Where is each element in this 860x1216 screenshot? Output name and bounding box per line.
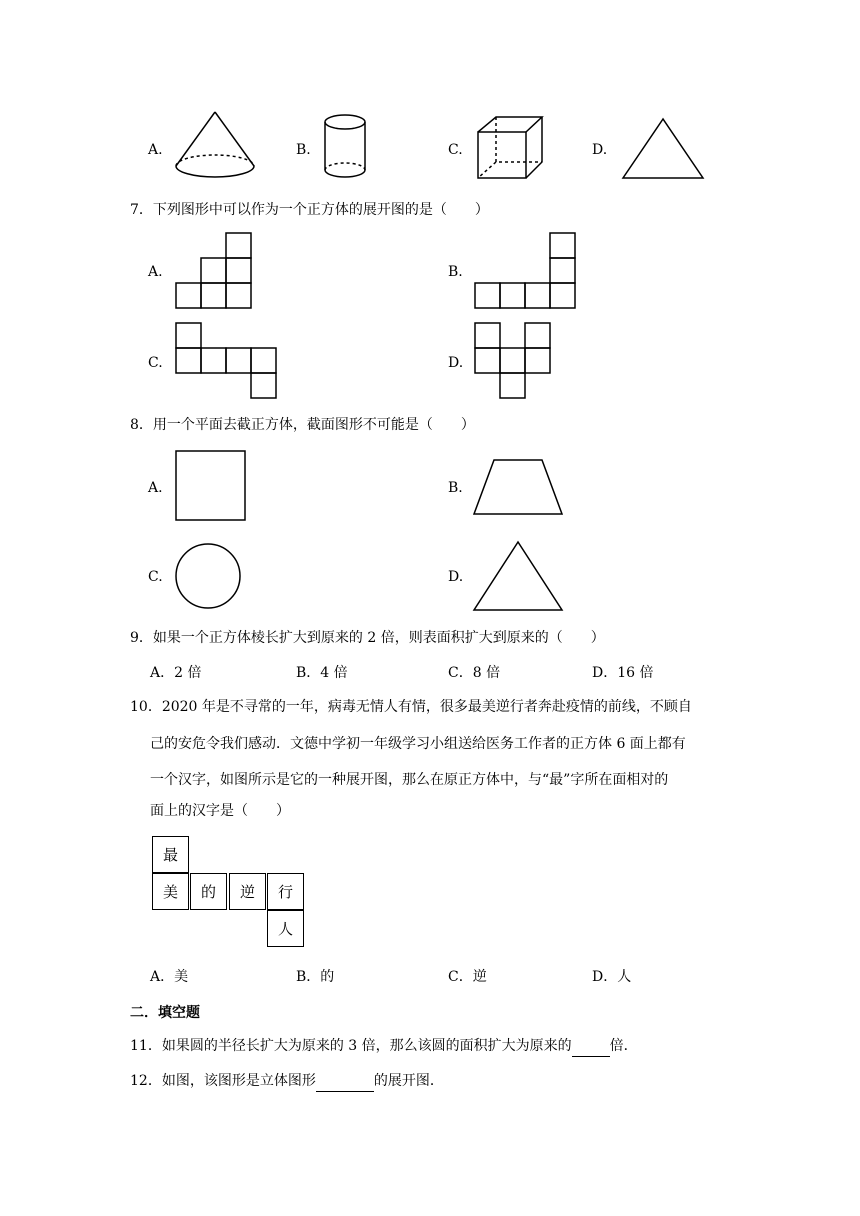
section-2-title: 二．填空题 — [130, 1005, 200, 1021]
q7-net-d — [474, 322, 552, 400]
q8-option-b-label: B. — [448, 480, 463, 496]
q7-net-b — [474, 232, 577, 310]
q9-option-a: A．2 倍 — [150, 665, 202, 681]
q12-stem: 12．如图，该图形是立体图形 的展开图． — [130, 1071, 444, 1092]
q9-option-b: B．4 倍 — [296, 665, 348, 681]
q6-cylinder-figure — [322, 112, 368, 182]
q6-cube-figure — [474, 114, 546, 182]
q6-option-c-label: C. — [448, 142, 463, 158]
net-cell-4: 行 — [267, 873, 304, 910]
q9-option-c: C．8 倍 — [448, 665, 501, 681]
net-cell-top: 最 — [152, 836, 189, 873]
q7-option-a-label: A. — [148, 264, 163, 280]
q7-net-c — [175, 322, 278, 400]
q10-line-1: 10．2020 年是不寻常的一年，病毒无情人有情，很多最美逆行者奔赴疫情的前线，不顾自 — [130, 699, 692, 715]
q7-option-d-label: D. — [448, 355, 464, 371]
q6-option-a-label: A. — [148, 142, 163, 158]
q10-cube-net — [152, 836, 306, 950]
q10-option-a: A．美 — [150, 969, 189, 985]
q7-stem: 7．下列图形中可以作为一个正方体的展开图的是（ ） — [130, 202, 489, 218]
q11-answer-blank[interactable] — [572, 1036, 610, 1057]
q8-stem: 8．用一个平面去截正方体，截面图形不可能是（ ） — [130, 417, 475, 433]
q8-circle-figure — [174, 542, 244, 612]
net-cell-bottom: 人 — [267, 910, 304, 947]
q12-answer-blank[interactable] — [316, 1071, 374, 1092]
q10-option-b: B．的 — [296, 969, 335, 985]
q10-option-d: D．人 — [592, 969, 632, 985]
q8-triangle-figure — [472, 540, 564, 612]
q8-option-a-label: A. — [148, 480, 163, 496]
q6-option-d-label: D. — [592, 142, 608, 158]
net-cell-1: 美 — [152, 873, 189, 910]
q8-option-c-label: C. — [148, 569, 163, 585]
q9-option-d: D．16 倍 — [592, 665, 654, 681]
q8-square-figure — [175, 450, 247, 522]
net-cell-3: 逆 — [229, 873, 266, 910]
q10-line-2: 己的安危令我们感动．文德中学初一年级学习小组送给医务工作者的正方体 6 面上都有 — [150, 736, 686, 752]
q6-option-b-label: B. — [296, 142, 311, 158]
q9-stem: 9．如果一个正方体棱长扩大到原来的 2 倍，则表面积扩大到原来的（ ） — [130, 630, 605, 646]
q10-line-4: 面上的汉字是（ ） — [150, 803, 290, 819]
q8-trapezoid-figure — [472, 458, 564, 516]
net-cell-2: 的 — [190, 873, 227, 910]
q7-option-b-label: B. — [448, 264, 463, 280]
q11-stem: 11．如果圆的半径长扩大为原来的 3 倍，那么该圆的面积扩大为原来的 倍． — [130, 1036, 638, 1057]
q10-line-3: 一个汉字，如图所示是它的一种展开图，那么在原正方体中，与“最”字所在面相对的 — [150, 772, 669, 788]
q6-triangle-figure — [620, 116, 706, 180]
q6-cone-figure — [170, 110, 260, 182]
q7-net-a — [175, 232, 253, 310]
q10-option-c: C．逆 — [448, 969, 487, 985]
q7-option-c-label: C. — [148, 355, 163, 371]
q8-option-d-label: D. — [448, 569, 464, 585]
